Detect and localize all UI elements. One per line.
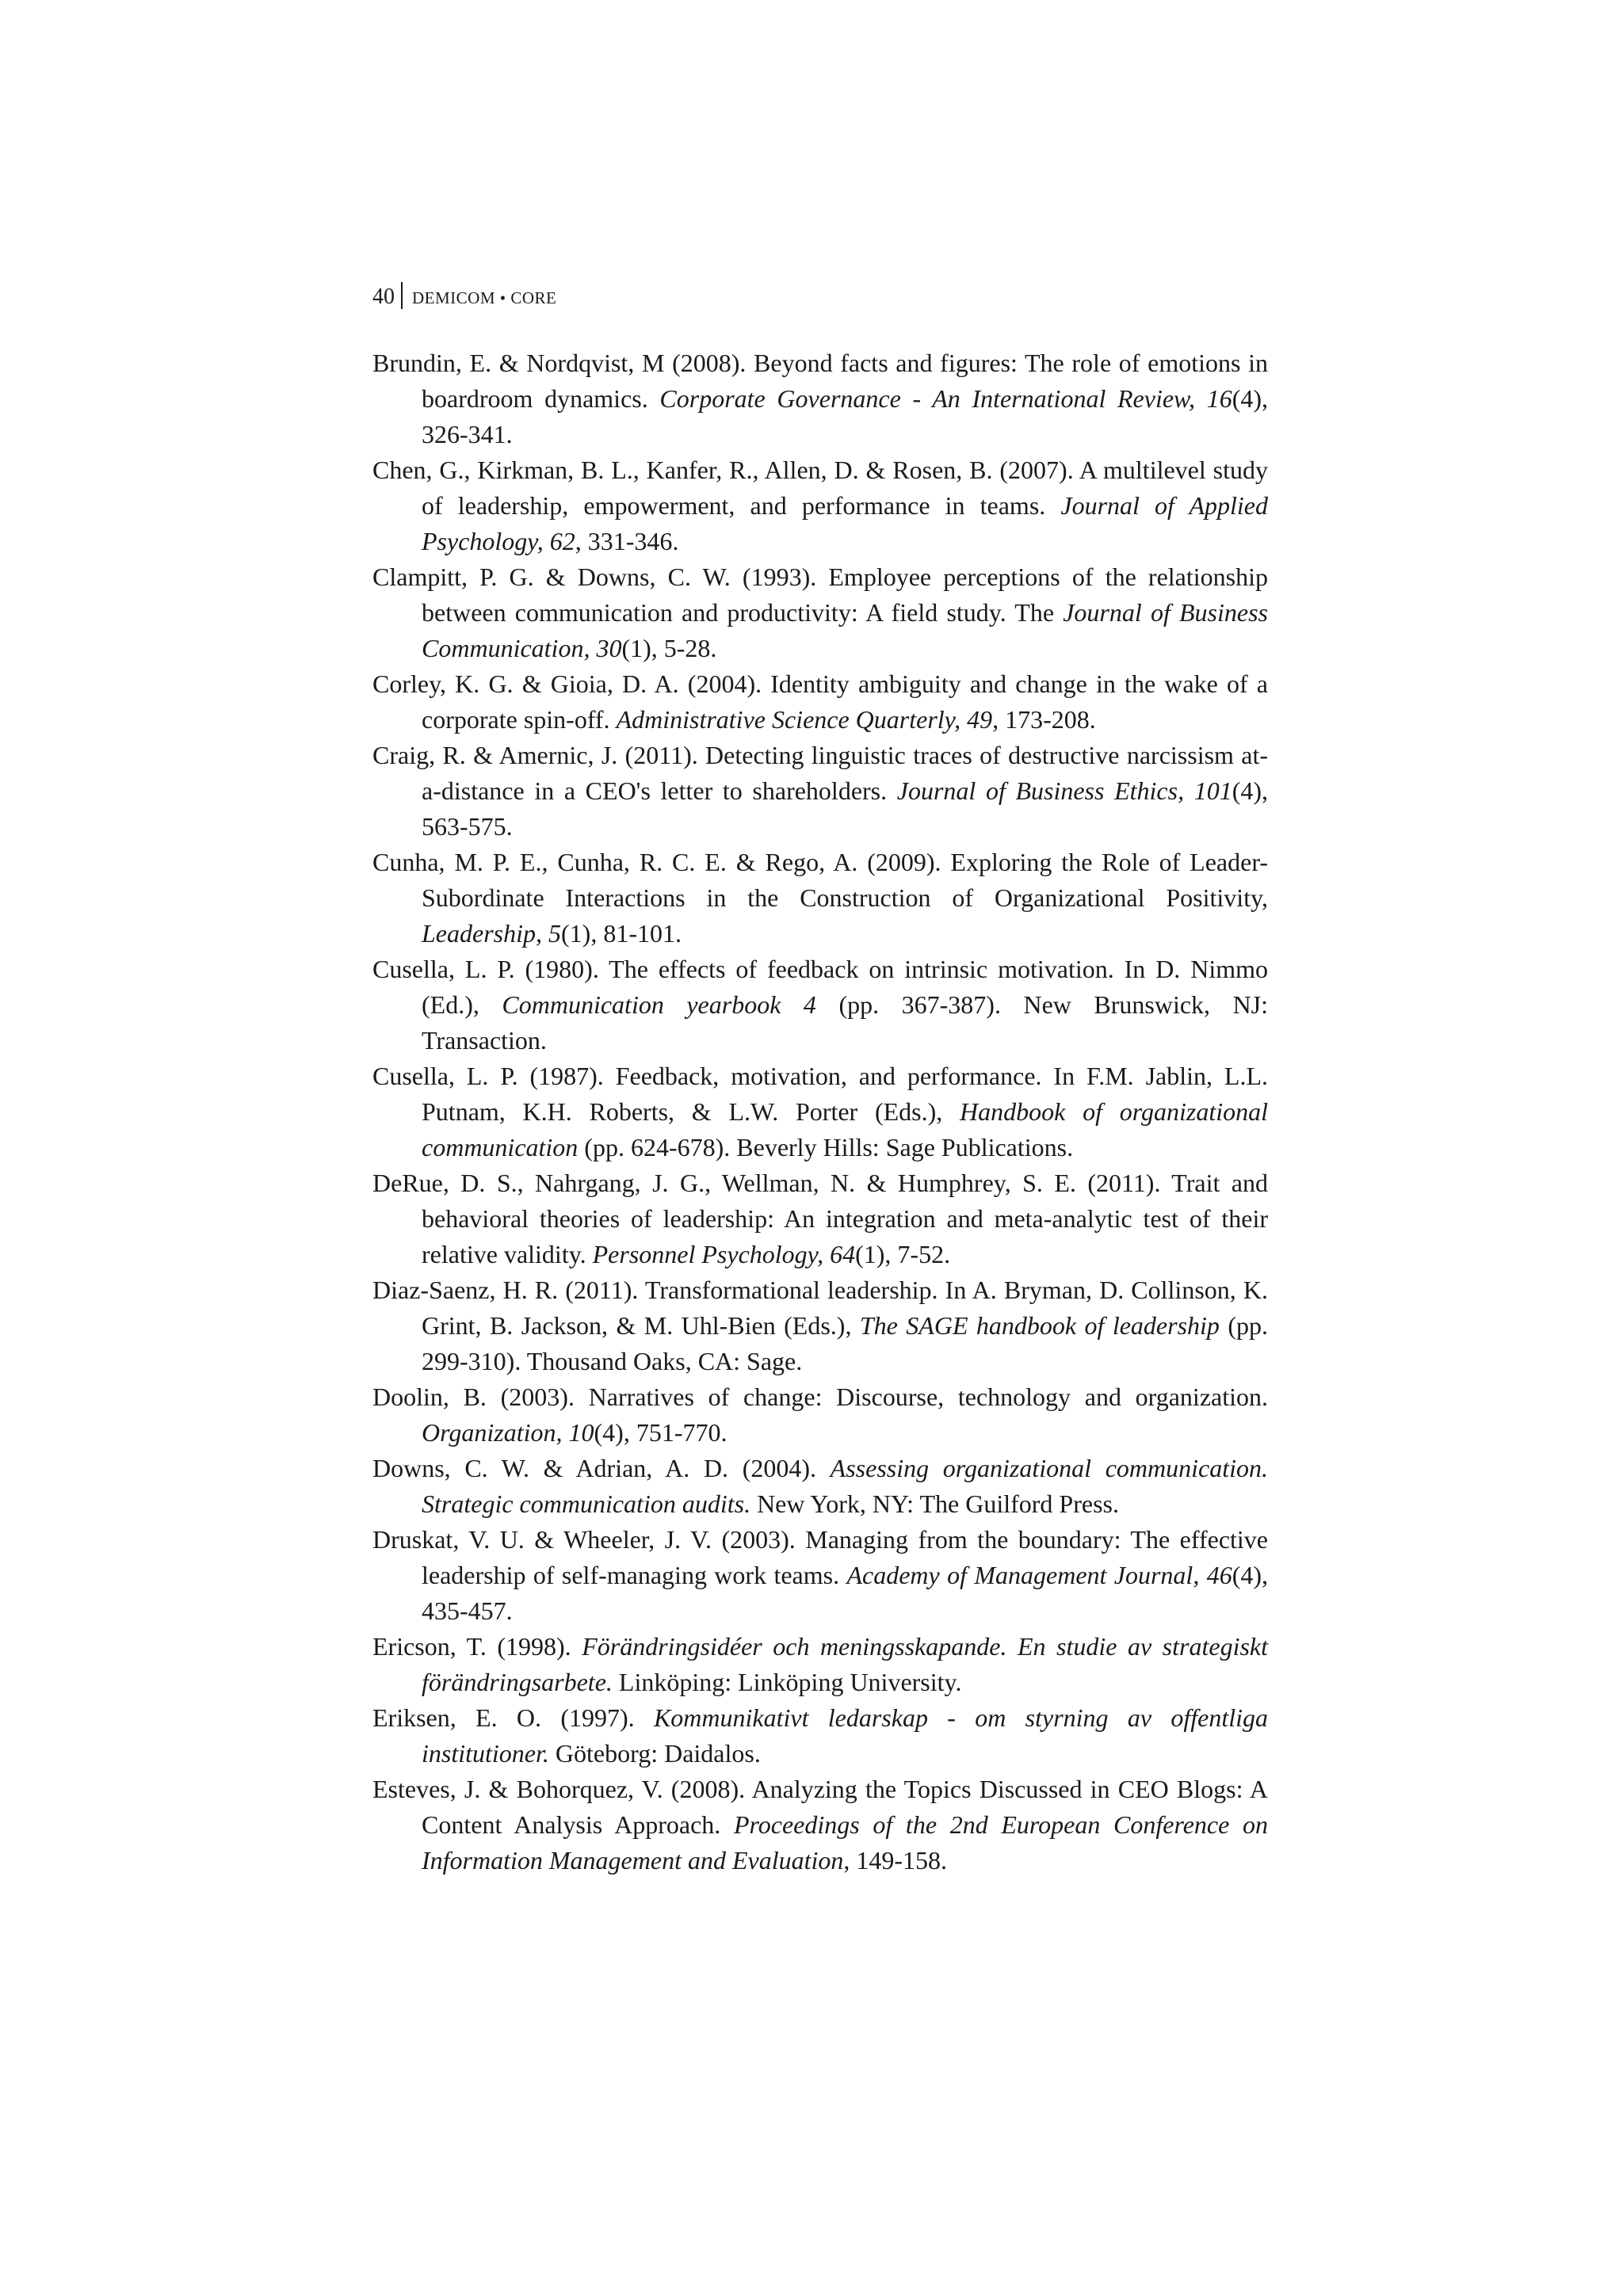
running-title: DEMICOM • CORE <box>412 288 557 307</box>
reference-entry: Cusella, L. P. (1987). Feedback, motivation, and performance. In F.M. Jablin, L.L. Putnam, K.H. Roberts, & L.W. Porter (Eds.), Handbook of organizational communication (pp. 624-678). Beverly Hills: Sage Publications. <box>372 1062 1268 1161</box>
reference-entry: Clampitt, P. G. & Downs, C. W. (1993). Employee perceptions of the relationship between communication and productivity: A field study. The Journal of Business Communication, 30(1), 5-28. <box>372 563 1268 662</box>
reference-entry: Brundin, E. & Nordqvist, M (2008). Beyond facts and figures: The role of emotions in boardroom dynamics. Corporate Governance - An International Review, 16(4), 326-341. <box>372 349 1269 448</box>
page-header <box>372 282 556 312</box>
reference-entry: Cusella, L. P. (1980). The effects of feedback on intrinsic motivation. In D. Nimmo (Ed.), Communication yearbook 4 (pp. 367-387). New Brunswick, NJ: Transaction. <box>372 955 1269 1055</box>
reference-entry: Chen, G., Kirkman, B. L., Kanfer, R., Allen, D. & Rosen, B. (2007). A multilevel study of leadership, empowerment, and performance in teams. Journal of Applied Psychology, 62, 331-346. <box>372 456 1269 555</box>
page-number: 40 <box>372 284 395 309</box>
header-divider <box>401 282 403 309</box>
reference-entry: Druskat, V. U. & Wheeler, J. V. (2003). Managing from the boundary: The effective leadership of self-managing work teams. Academy of Management Journal, 46(4), 435-457. <box>372 1525 1269 1625</box>
reference-entry: Doolin, B. (2003). Narratives of change: Discourse, technology and organization. Organization, 10(4), 751-770. <box>372 1383 1268 1447</box>
reference-entry: DeRue, D. S., Nahrgang, J. G., Wellman, N. & Humphrey, S. E. (2011). Trait and behavioral theories of leadership: An integration and meta-analytic test of their relative validity. Personnel Psychology, 64(1), 7-52. <box>372 1169 1268 1268</box>
reference-entry: Downs, C. W. & Adrian, A. D. (2004). Assessing organizational communication. Strategic communication audits. New York, NY: The Guilford Press. <box>372 1454 1269 1518</box>
reference-list <box>372 345 1268 1878</box>
reference-entry: Cunha, M. P. E., Cunha, R. C. E. & Rego, A. (2009). Exploring the Role of Leader-Subordinate Interactions in the Construction of Organizational Positivity, Leadership, 5(1), 81-101. <box>372 848 1268 948</box>
reference-entry: Corley, K. G. & Gioia, D. A. (2004). Identity ambiguity and change in the wake of a corporate spin-off. Administrative Science Quarterly, 49, 173-208. <box>372 669 1268 734</box>
reference-entry: Esteves, J. & Bohorquez, V. (2008). Analyzing the Topics Discussed in CEO Blogs: A Content Analysis Approach. Proceedings of the 2nd European Conference on Information Management and Evaluation, 149-158. <box>372 1775 1268 1875</box>
reference-entry: Craig, R. & Amernic, J. (2011). Detecting linguistic traces of destructive narcissism at-a-distance in a CEO's letter to shareholders. Journal of Business Ethics, 101(4), 563-575. <box>372 741 1269 841</box>
reference-entry: Diaz-Saenz, H. R. (2011). Transformational leadership. In A. Bryman, D. Collinson, K. Grint, B. Jackson, & M. Uhl-Bien (Eds.), The SAGE handbook of leadership (pp. 299-310). Thousand Oaks, CA: Sage. <box>372 1276 1269 1375</box>
reference-entry: Eriksen, E. O. (1997). Kommunikativt ledarskap - om styrning av offentliga institutioner. Göteborg: Daidalos. <box>372 1703 1269 1768</box>
reference-entry: Ericson, T. (1998). Förändringsidéer och meningsskapande. En studie av strategiskt förändringsarbete. Linköping: Linköping University. <box>372 1632 1269 1696</box>
